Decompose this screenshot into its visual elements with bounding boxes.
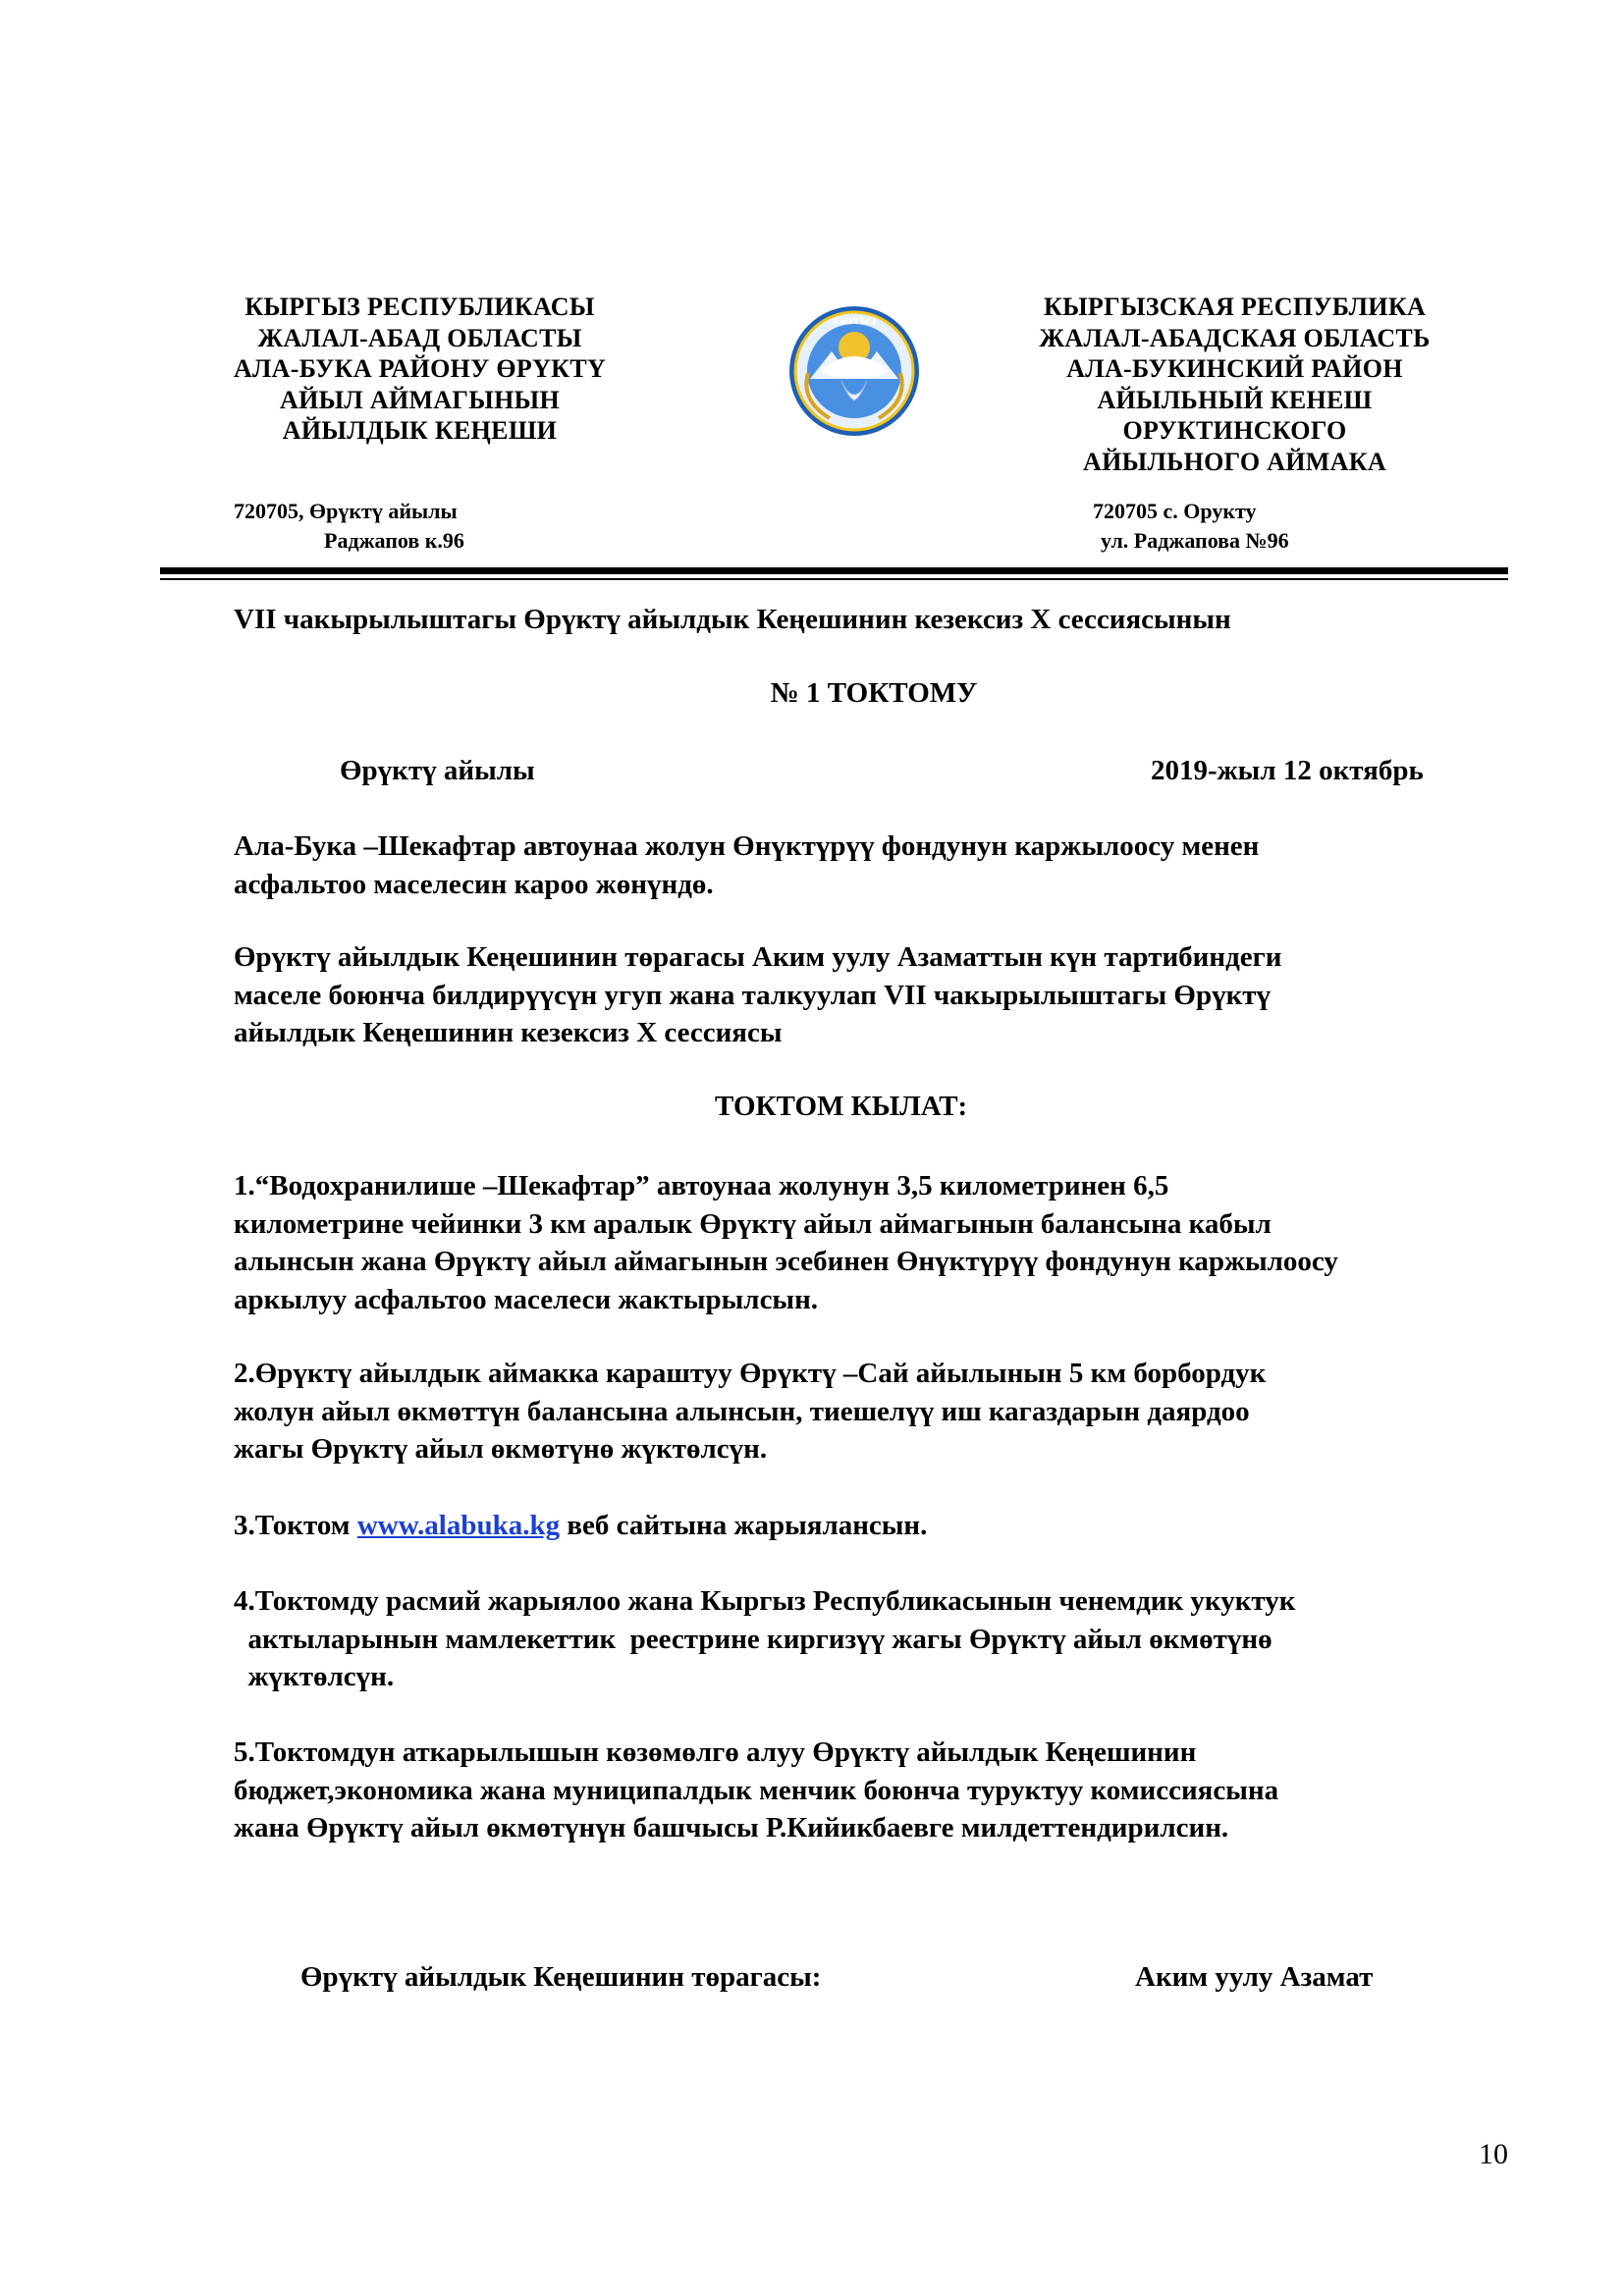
header-right-line: ОРУКТИНСКОГО [1122, 416, 1347, 445]
page-number: 10 [1479, 2138, 1508, 2170]
header-right-line: АЙЫЛЬНОГО АЙМАКА [1083, 447, 1386, 476]
place: Өрүктү айылы [340, 755, 535, 786]
item-4 [234, 1582, 1296, 1696]
item-5 [234, 1734, 1278, 1847]
header-left-line: КЫРГЫЗ РЕСПУБЛИКАСЫ [244, 293, 595, 321]
item-1-line: километрине чейинки 3 км аралык Өрүктү айыл аймагынын балансына кабыл [234, 1207, 1272, 1240]
website-link[interactable]: www.alabuka.kg [356, 1510, 561, 1541]
resolve-heading: ТОКТОМ КЫЛАТ: [715, 1091, 968, 1122]
signature-name: Аким уулу Азамат [1135, 1961, 1374, 1993]
item-5-line: 5.Токтомдун аткарылышын көзөмөлгө алуу Өрүктү айылдык Кеңешинин [234, 1736, 1197, 1768]
item-4-line: актыларынын мамлекеттик реестрине киргизүү жагы Өрүктү айыл өкмөтүнө [234, 1623, 1272, 1655]
subject-line: асфальтоо маселесин кароо жөнүндө. [234, 868, 714, 900]
item-1-line: аркылуу асфальтоо маселеси жактырылсын. [234, 1283, 819, 1315]
item-2-line: жолун айыл өкмөттүн балансына алынсын, тиешелүү иш кагаздарын даярдоо [234, 1395, 1250, 1427]
preamble-line: айылдык Кеңешинин кезексиз X сессиясы [234, 1017, 783, 1048]
preamble [234, 938, 1282, 1052]
header-right-line: КЫРГЫЗСКАЯ РЕСПУБЛИКА [1043, 293, 1427, 321]
item-1 [234, 1167, 1338, 1318]
item-2-line: 2.Өрүктү айылдык аймакка караштуу Өрүктү –Сай айылынын 5 км борбордук [234, 1358, 1267, 1389]
header-left-line: АЛА-БУКА РАЙОНУ ӨРҮКТҮ [233, 354, 607, 383]
subject-line: Ала-Бука –Шекафтар автоунаа жолун Өнүктүрүү фондунун каржылоосу менен [234, 830, 1260, 862]
subject [234, 828, 1259, 903]
decree-title: № 1 ТОКТОМУ [770, 677, 978, 709]
state-emblem-icon [781, 302, 928, 440]
item-3-suffix: веб сайтына жарыялансын. [560, 1510, 928, 1541]
header-left-line: АЙЫЛДЫК КЕҢЕШИ [282, 416, 558, 445]
item-5-line: бюджет,экономика жана муниципалдык менчик боюнча туруктуу комиссиясына [234, 1774, 1279, 1806]
header-right-block [1001, 292, 1468, 477]
item-2-line: жагы Өрүктү айыл өкмөтүнө жүктөлсүн. [234, 1433, 768, 1465]
header-divider-thin [160, 578, 1508, 580]
address-left-line1: 720705, Өрүктү айылы [234, 499, 458, 523]
header-right-line: АЛА-БУКИНСКИЙ РАЙОН [1066, 354, 1403, 383]
signature-role: Өрүктү айылдык Кеңешинин төрагасы: [300, 1961, 822, 1993]
address-right-line2: ул. Раджапова №96 [1101, 528, 1289, 553]
item-1-line: 1.“Водохранилише –Шекафтар” автоунаа жолунун 3,5 километринен 6,5 [234, 1170, 1169, 1201]
item-3 [234, 1507, 927, 1545]
header-right-line: ЖАЛАЛ-АБАДСКАЯ ОБЛАСТЬ [1039, 323, 1431, 352]
item-3-prefix: 3.Токтом [234, 1510, 357, 1541]
header-divider-thick [160, 567, 1508, 574]
header-left-line: АЙЫЛ АЙМАГЫНЫН [280, 385, 560, 414]
emblem-text: КЫРГЫЗ [832, 317, 877, 327]
session-title: VII чакырылыштагы Өрүктү айылдык Кеңешинин кезексиз X сессиясынын [234, 604, 1231, 635]
header-left-line: ЖАЛАЛ-АБАД ОБЛАСТЫ [257, 323, 582, 352]
preamble-line: маселе боюнча билдирүүсүн угуп жана талкуулап VII чакырылыштагы Өрүктү [234, 979, 1272, 1011]
header-left-block [187, 292, 653, 447]
item-2 [234, 1355, 1266, 1468]
date: 2019-жыл 12 октябрь [1151, 755, 1424, 786]
preamble-line: Өрүктү айылдык Кеңешинин төрагасы Аким уулу Азаматтын күн тартибиндеги [234, 941, 1282, 973]
item-4-line: жүктөлсүн. [234, 1661, 395, 1692]
address-right-line1: 720705 с. Орукту [1093, 499, 1257, 523]
item-1-line: алынсын жана Өрүктү айыл аймагынын эсебинен Өнүктүрүү фондунун каржылоосу [234, 1246, 1338, 1277]
item-4-line: 4.Токтомду расмий жарыялоо жана Кыргыз Республикасынын ченемдик укуктук [234, 1585, 1296, 1617]
header-right-line: АЙЫЛЬНЫЙ КЕНЕШ [1097, 385, 1373, 414]
address-left-line2: Раджапов к.96 [324, 528, 464, 553]
item-5-line: жана Өрүктү айыл өкмөтүнүн башчысы Р.Кийикбаевге милдеттендирилсин. [234, 1812, 1229, 1843]
